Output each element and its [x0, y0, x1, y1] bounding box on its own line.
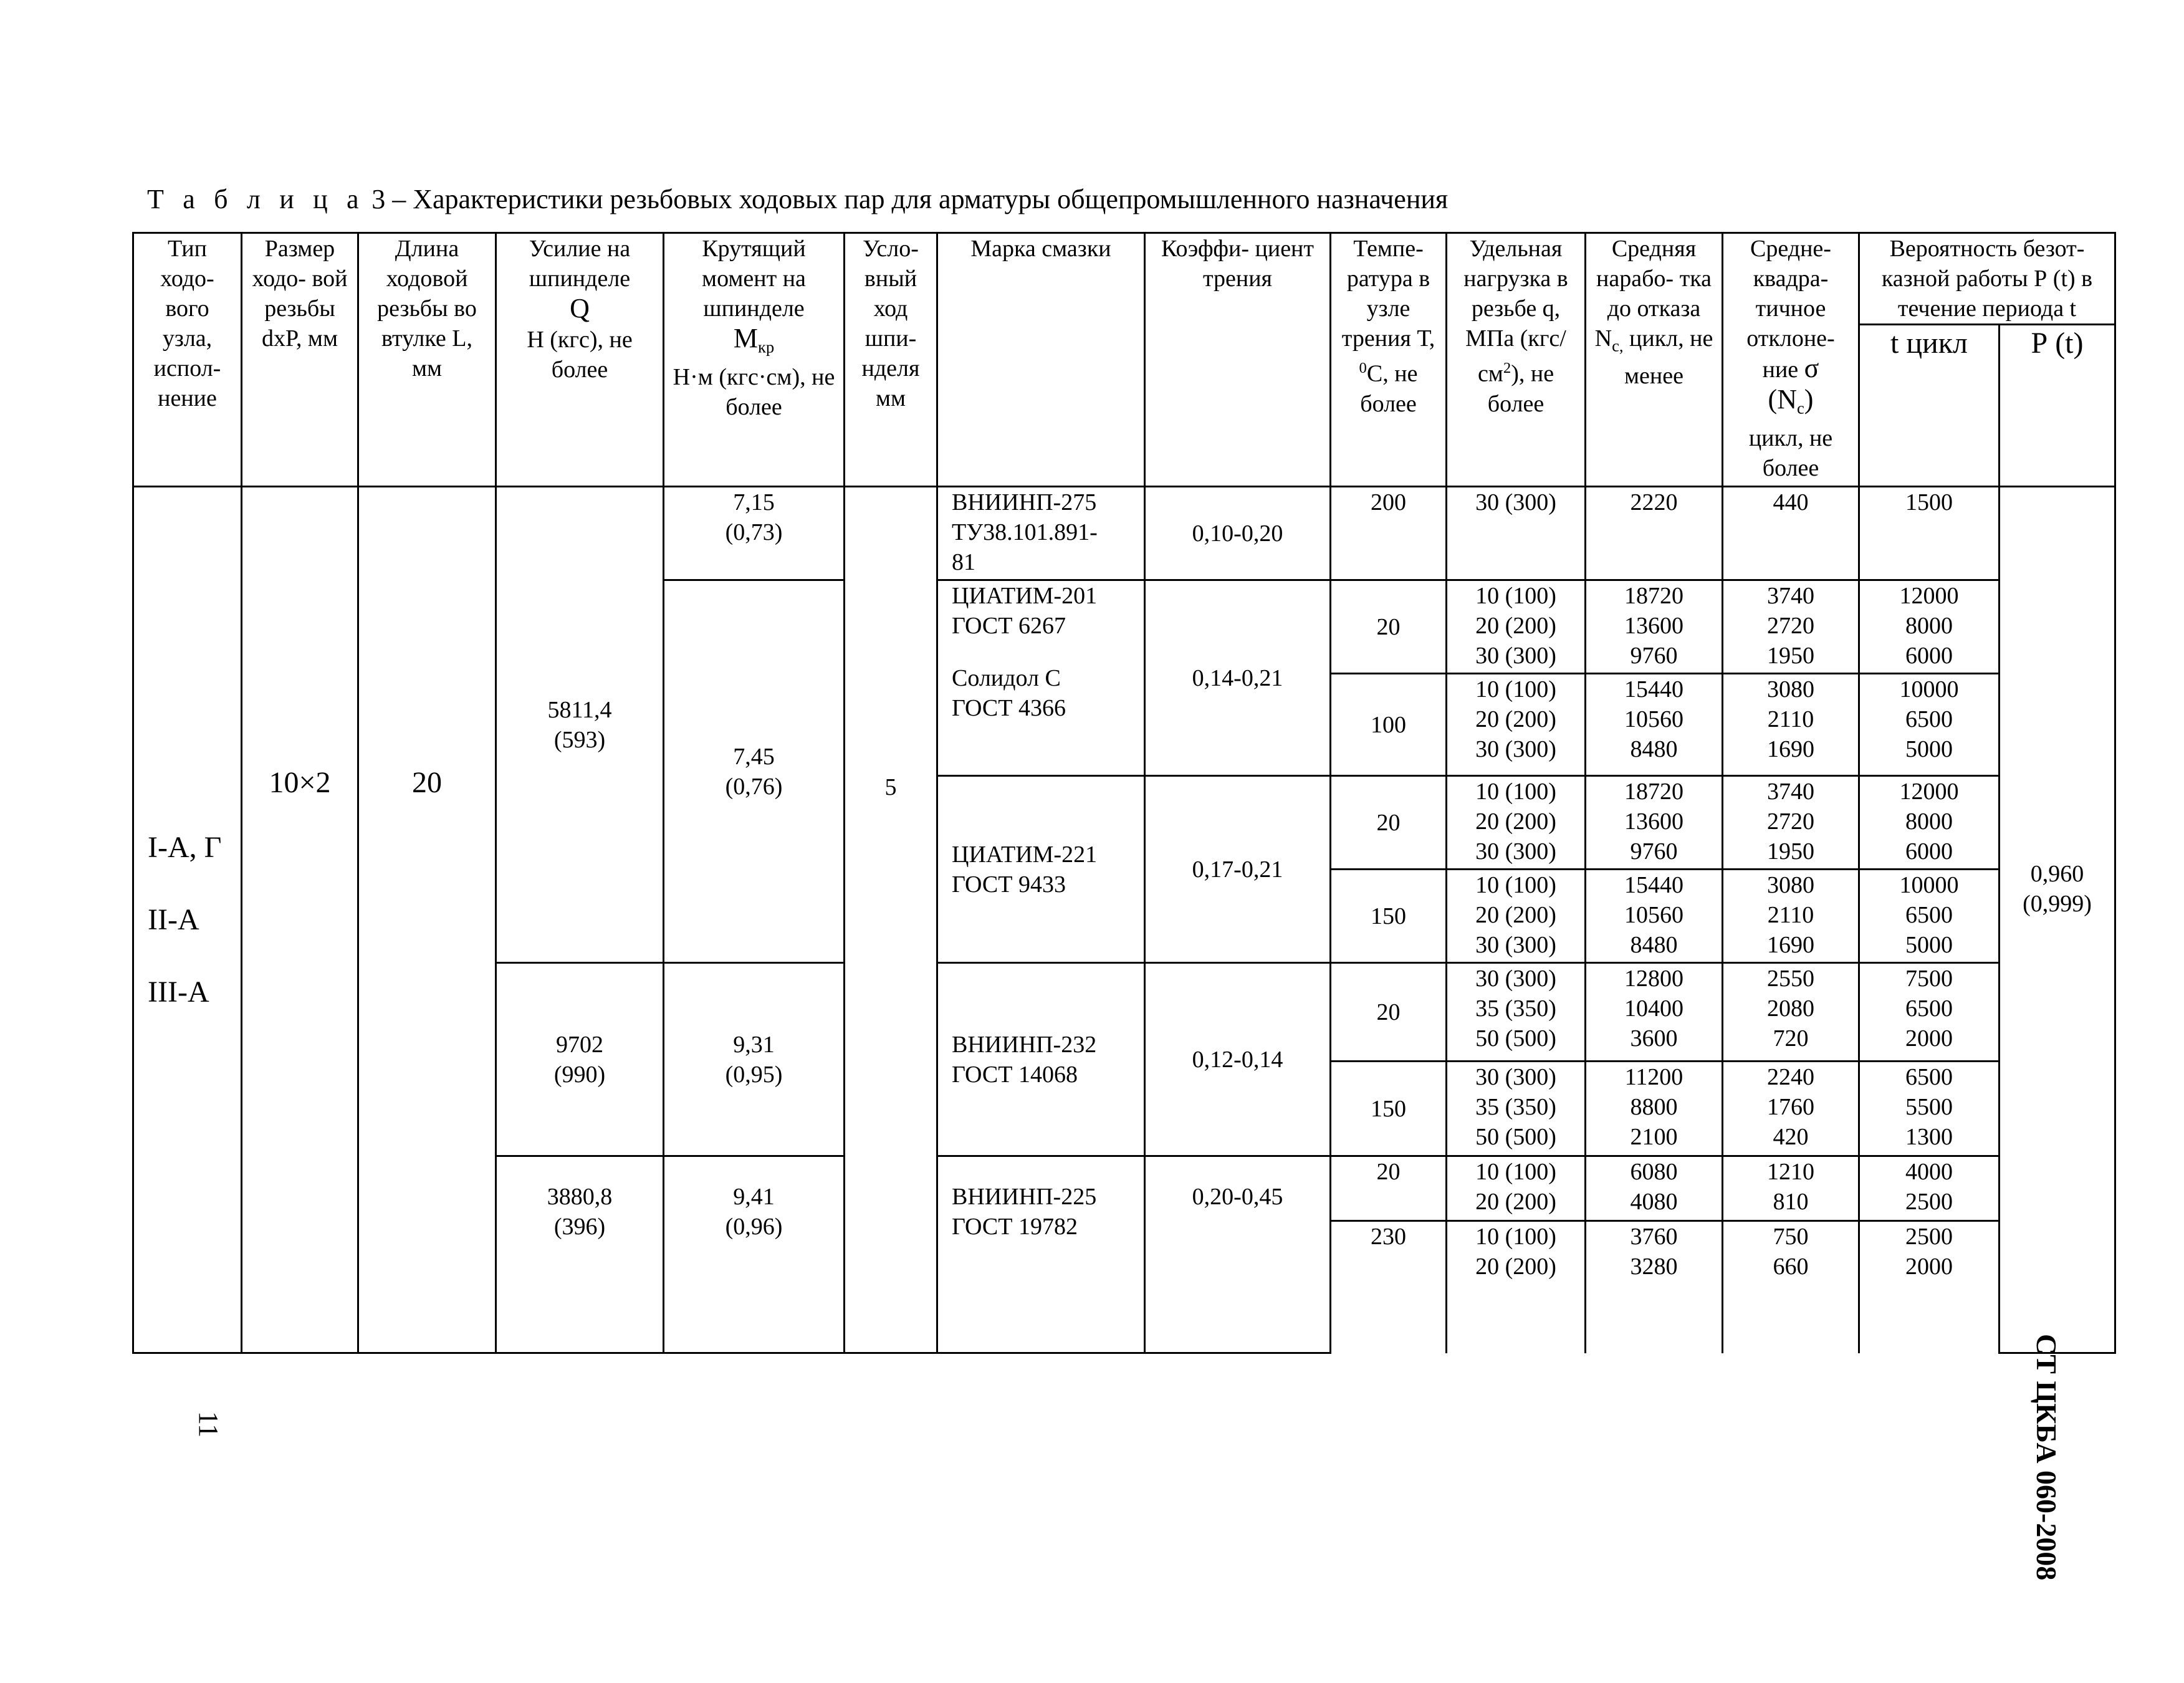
load-value: 10 (100) 20 (200): [1447, 1156, 1586, 1221]
temperature-value: 200: [1331, 487, 1447, 580]
stroke-value: 5: [845, 487, 937, 1353]
sd-value: 440: [1723, 487, 1859, 580]
header-probability: Вероятность безот- казной работы Р (t) в течение периода t: [1859, 233, 2115, 325]
caption-label: Т а б л и ц а: [147, 184, 365, 214]
standard-code: СТ ЦКБА 060-2008: [2031, 1334, 2062, 1581]
header-sd-sub: c: [1796, 398, 1804, 418]
header-t-cycles: t цикл: [1859, 325, 2000, 487]
t-cycles-value: 10000 6500 5000: [1859, 674, 2000, 776]
header-sd-label: Средне- квадра- тичное отклоне- ние: [1746, 236, 1835, 383]
header-torque-symbol: М: [733, 323, 758, 353]
mtbf-value: 15440 10560 8480: [1586, 674, 1723, 776]
sd-value: 3740 2720 1950: [1723, 580, 1859, 674]
sd-value: 2550 2080 720: [1723, 963, 1859, 1062]
characteristics-table: [132, 232, 2116, 1354]
lubricant-value: ЦИАТИМ-201 ГОСТ 6267: [952, 583, 1098, 639]
sd-value: 1210 810: [1723, 1156, 1859, 1221]
temperature-value: 20: [1331, 963, 1447, 1062]
header-force-label: Усилие на шпинделе: [529, 236, 631, 292]
header-stroke: Усло- вный ход шпи- нделя мм: [845, 233, 937, 487]
t-cycles-value: 10000 6500 5000: [1859, 870, 2000, 963]
load-value: 10 (100) 20 (200) 30 (300): [1447, 870, 1586, 963]
probability-value: 0,960 (0,999): [2000, 487, 2115, 1353]
lubricant-value: ВНИИНП-232 ГОСТ 14068: [937, 963, 1145, 1156]
header-torque-units: Н·м (кгс·см), не более: [673, 363, 835, 420]
header-sd-sigma: σ: [1804, 353, 1819, 383]
force-value: 3880,8 (396): [496, 1156, 664, 1353]
page-number: 11: [193, 1411, 224, 1438]
torque-value: 7,45 (0,76): [664, 580, 845, 963]
temperature-value: 150: [1331, 1062, 1447, 1156]
torque-value: 9,41 (0,96): [664, 1156, 845, 1353]
type-line: III-А: [148, 975, 209, 1009]
header-force: [496, 233, 664, 487]
header-friction: Коэффи- циент трения: [1145, 233, 1331, 487]
torque-value: 7,15 (0,73): [664, 487, 845, 580]
temperature-value: 100: [1331, 674, 1447, 776]
load-value: 10 (100) 20 (200) 30 (300): [1447, 674, 1586, 776]
load-value: 30 (300): [1447, 487, 1586, 580]
header-load-label: Удельная нагрузка в резьбе q, МПа (кгс/см: [1463, 236, 1568, 387]
thread-size-value: 10×2: [242, 487, 358, 1353]
lubricant-pair: [937, 580, 1145, 776]
thread-length-value: 20: [358, 487, 496, 1353]
t-cycles-value: 4000 2500: [1859, 1156, 2000, 1221]
header-mtbf-sub: с,: [1612, 336, 1624, 355]
caption-title: – Характеристики резьбовых ходовых пар для арматуры общепромышленного назначения: [392, 184, 1449, 214]
header-torque-label: Крутящий момент на шпинделе: [702, 236, 806, 322]
header-std-deviation: [1723, 233, 1859, 487]
load-value: 30 (300) 35 (350) 50 (500): [1447, 1062, 1586, 1156]
sd-value: 750 660: [1723, 1221, 1859, 1353]
friction-value: 0,14-0,21: [1145, 580, 1331, 776]
torque-value: 9,31 (0,95): [664, 963, 845, 1156]
temperature-value: 150: [1331, 870, 1447, 963]
friction-value: 0,17-0,21: [1145, 776, 1331, 963]
header-type-node: Тип ходо- вого узла, испол- нение: [133, 233, 242, 487]
force-value: 9702 (990): [496, 963, 664, 1156]
temperature-value: 20: [1331, 1156, 1447, 1221]
mtbf-value: 18720 13600 9760: [1586, 580, 1723, 674]
load-value: 10 (100) 20 (200): [1447, 1221, 1586, 1353]
lubricant-value: ВНИИНП-275 ТУ38.101.891- 81: [937, 487, 1145, 580]
t-cycles-value: 12000 8000 6000: [1859, 776, 2000, 870]
mtbf-value: 2220: [1586, 487, 1723, 580]
caption-number: 3: [371, 184, 386, 214]
type-line: I-А, Г: [148, 830, 222, 864]
header-p-t: Р (t): [2000, 325, 2115, 487]
header-load-units: ), не более: [1487, 360, 1554, 417]
header-temp-units: С, не более: [1360, 360, 1418, 417]
temperature-value: 230: [1331, 1221, 1447, 1353]
mtbf-value: 18720 13600 9760: [1586, 776, 1723, 870]
mtbf-value: 6080 4080: [1586, 1156, 1723, 1221]
t-cycles-value: 6500 5500 1300: [1859, 1062, 2000, 1156]
header-sd-close: ): [1804, 384, 1814, 415]
sd-value: 3080 2110 1690: [1723, 674, 1859, 776]
force-value: 5811,4 (593): [496, 487, 664, 963]
temperature-value: 20: [1331, 776, 1447, 870]
header-thread-size: Размер ходо- вой резьбы dxP, мм: [242, 233, 358, 487]
lubricant-value: Солидол С ГОСТ 4366: [952, 665, 1066, 721]
friction-value: 0,20-0,45: [1145, 1156, 1331, 1353]
sd-value: 3740 2720 1950: [1723, 776, 1859, 870]
header-torque: [664, 233, 845, 487]
header-temperature: [1331, 233, 1447, 487]
header-temp-label: Темпе- ратура в узле трения Т,: [1341, 236, 1435, 352]
temperature-value: 20: [1331, 580, 1447, 674]
t-cycles-value: 1500: [1859, 487, 2000, 580]
load-value: 10 (100) 20 (200) 30 (300): [1447, 580, 1586, 674]
mtbf-value: 11200 8800 2100: [1586, 1062, 1723, 1156]
type-line: II-А: [148, 903, 199, 936]
header-temp-sup: 0: [1359, 360, 1367, 376]
header-load-sup: 2: [1503, 360, 1511, 376]
header-mtbf-units: цикл, не менее: [1624, 325, 1713, 389]
mtbf-value: 12800 10400 3600: [1586, 963, 1723, 1062]
type-node-cell: [133, 487, 242, 1353]
header-specific-load: [1447, 233, 1586, 487]
header-force-symbol: Q: [570, 293, 590, 324]
header-sd-symbol: (N: [1768, 384, 1797, 415]
header-sd-units: цикл, не более: [1748, 424, 1833, 481]
lubricant-value: ВНИИНП-225 ГОСТ 19782: [937, 1156, 1145, 1353]
header-mtbf: [1586, 233, 1723, 487]
sd-value: 3080 2110 1690: [1723, 870, 1859, 963]
mtbf-value: 3760 3280: [1586, 1221, 1723, 1353]
friction-value: 0,12-0,14: [1145, 963, 1331, 1156]
load-value: 10 (100) 20 (200) 30 (300): [1447, 776, 1586, 870]
t-cycles-value: 2500 2000: [1859, 1221, 2000, 1353]
sd-value: 2240 1760 420: [1723, 1062, 1859, 1156]
lubricant-value: ЦИАТИМ-221 ГОСТ 9433: [937, 776, 1145, 963]
header-mtbf-label: Средняя нарабо- тка до отказа N: [1594, 236, 1712, 352]
t-cycles-value: 12000 8000 6000: [1859, 580, 2000, 674]
mtbf-value: 15440 10560 8480: [1586, 870, 1723, 963]
header-lubricant: Марка смазки: [937, 233, 1145, 487]
header-force-units: Н (кгс), не более: [527, 327, 633, 383]
table-caption: [147, 186, 1448, 213]
load-value: 30 (300) 35 (350) 50 (500): [1447, 963, 1586, 1062]
t-cycles-value: 7500 6500 2000: [1859, 963, 2000, 1062]
header-thread-length: Длина ходовой резьбы во втулке L, мм: [358, 233, 496, 487]
header-torque-sub: кр: [757, 337, 775, 357]
friction-value: 0,10-0,20: [1145, 487, 1331, 580]
